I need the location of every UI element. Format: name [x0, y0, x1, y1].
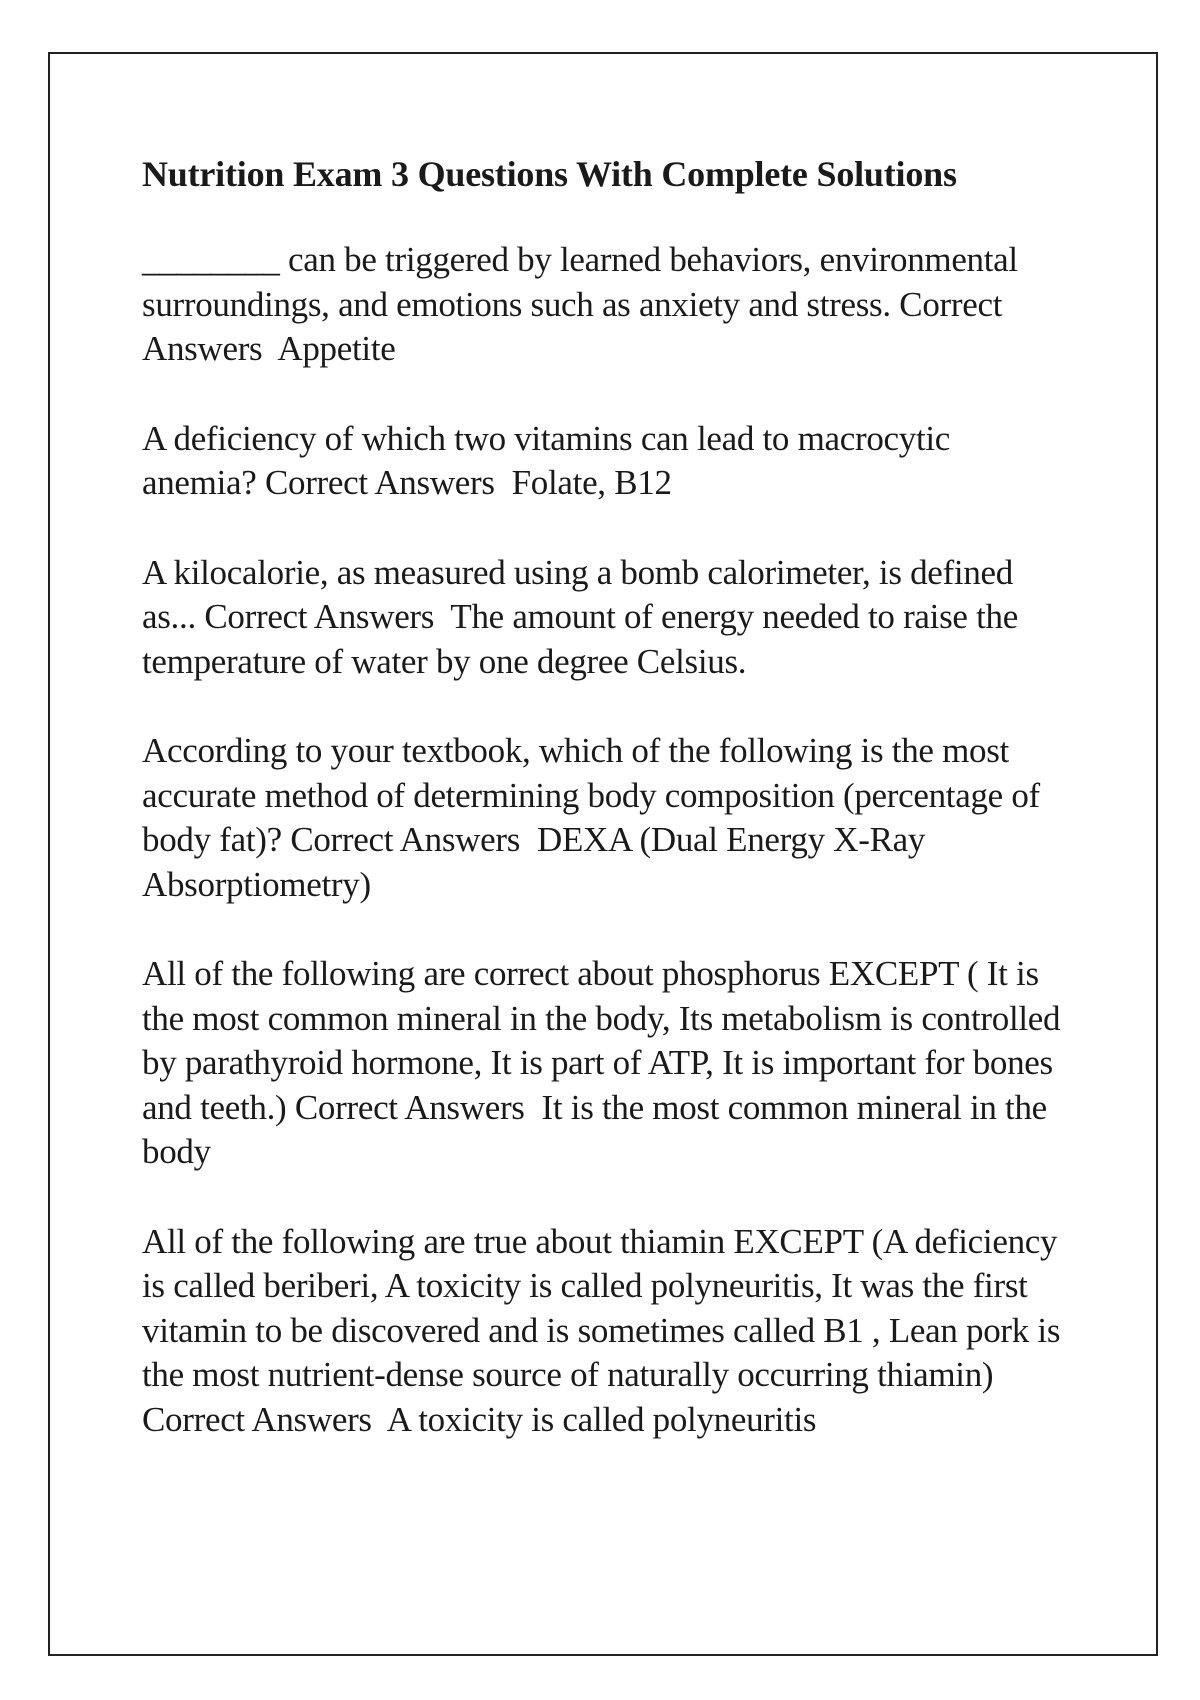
- qa-item: [142, 952, 1072, 1175]
- qa-item: [142, 1220, 1072, 1443]
- question-text: A deficiency of which two vitamins can lead to macrocytic anemia?: [142, 418, 951, 502]
- document-title: Nutrition Exam 3 Questions With Complete Solutions: [142, 154, 957, 194]
- question-text: All of the following are correct about phosphorus EXCEPT ( It is the most common mineral in the body, Its metabolism is controlled by parathyroid hormone, It is part of ATP, It is important for bones and teeth.): [142, 954, 1061, 1127]
- answer-text: DEXA (Dual Energy X-Ray Absorptiometry): [142, 820, 926, 904]
- answer-label: Correct Answers: [204, 597, 435, 636]
- answer-label: Correct Answers: [142, 1399, 372, 1439]
- answer-text: The amount of energy needed to raise the temperature of water by one degree Celsius.: [142, 597, 1018, 681]
- question-text: ________ can be triggered by learned behaviors, environmental surroundings, and emotions such as anxiety and stress.: [142, 240, 1018, 324]
- qa-item: [142, 238, 1072, 372]
- qa-item: [142, 729, 1072, 907]
- answer-text: It is the most common mineral in the body: [142, 1087, 1047, 1171]
- answer-text: Folate, B12: [511, 463, 672, 502]
- question-text: A kilocalorie, as measured using a bomb calorimeter, is defined as...: [142, 552, 1013, 636]
- qa-item: [142, 551, 1072, 685]
- answer-text: A toxicity is called polyneuritis: [386, 1399, 817, 1439]
- answer-label: Correct Answers: [142, 284, 1003, 368]
- question-text: All of the following are true about thiamin EXCEPT (A deficiency is called beriberi, A toxicity is called polyneuritis, It was the first vitamin to be discovered and is sometimes called B1 , Lean pork is the most nutrient-dense source of naturally occurring thiamin): [142, 1221, 1061, 1394]
- document-body: [142, 152, 1072, 1487]
- answer-text: Appetite: [277, 329, 396, 368]
- answer-label: Correct Answers: [290, 820, 521, 859]
- question-text: According to your textbook, which of the following is the most accurate method of determining body composition (percentage of body fat)?: [142, 731, 1040, 859]
- answer-label: Correct Answers: [294, 1087, 525, 1127]
- qa-item: [142, 417, 1072, 506]
- answer-label: Correct Answers: [264, 463, 495, 502]
